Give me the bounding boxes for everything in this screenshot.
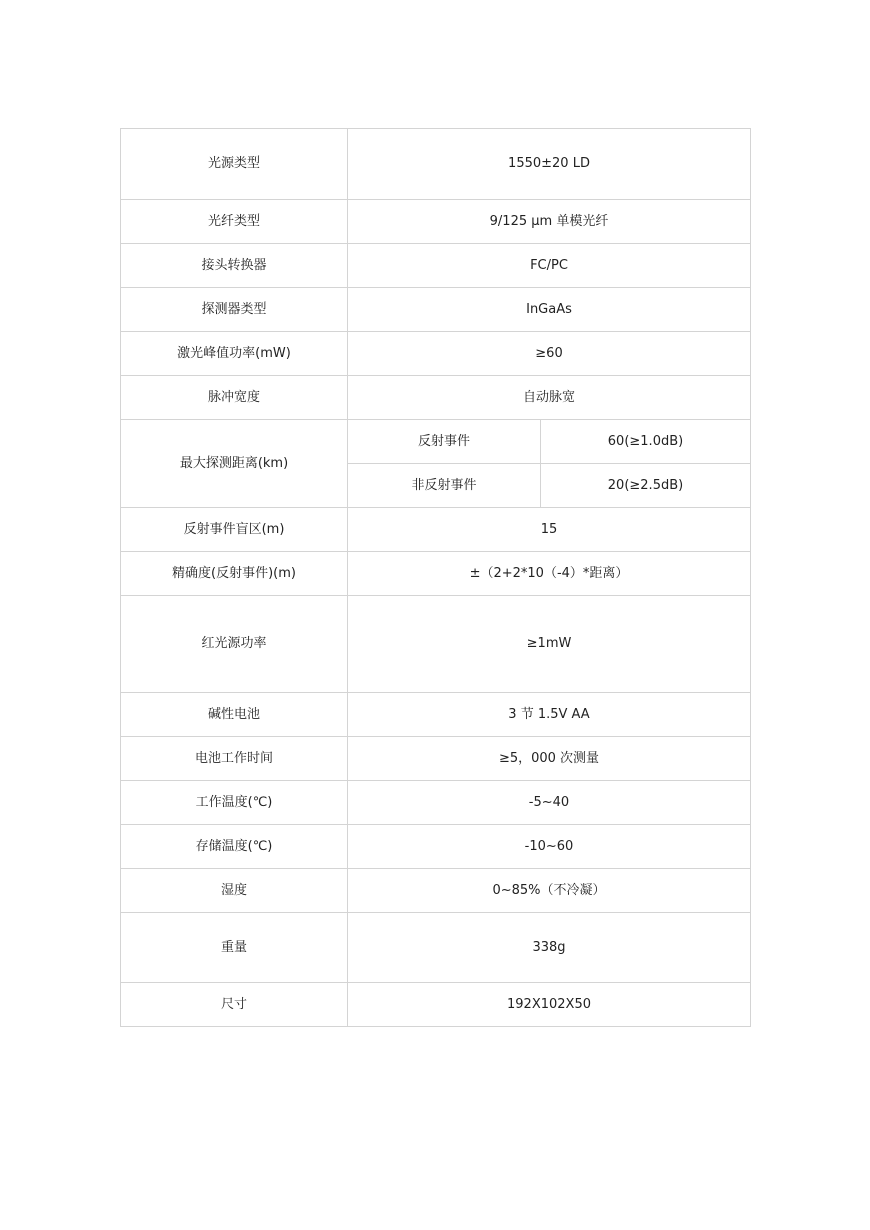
table-row <box>121 200 751 244</box>
row-label: 重量 <box>121 913 348 983</box>
row-label: 电池工作时间 <box>121 737 348 781</box>
row-label: 湿度 <box>121 869 348 913</box>
row-value: 338g <box>348 913 751 983</box>
table-row <box>121 244 751 288</box>
table-row <box>121 288 751 332</box>
row-label: 最大探测距离(km) <box>121 420 348 508</box>
row-label: 精确度(反射事件)(m) <box>121 552 348 596</box>
table-row <box>121 376 751 420</box>
row-label: 存储温度(℃) <box>121 825 348 869</box>
table-row <box>121 693 751 737</box>
row-value: 15 <box>348 508 751 552</box>
table-row <box>121 552 751 596</box>
row-value: 1550±20 LD <box>348 129 751 200</box>
row-value: 0~85%（不冷凝） <box>348 869 751 913</box>
row-label: 接头转换器 <box>121 244 348 288</box>
table-row <box>121 129 751 200</box>
row-label: 反射事件盲区(m) <box>121 508 348 552</box>
row-label: 光源类型 <box>121 129 348 200</box>
row-value: 192X102X50 <box>348 983 751 1027</box>
table-row <box>121 332 751 376</box>
row-label: 尺寸 <box>121 983 348 1027</box>
row-label: 光纤类型 <box>121 200 348 244</box>
row-label: 碱性电池 <box>121 693 348 737</box>
row-label: 脉冲宽度 <box>121 376 348 420</box>
row-value: InGaAs <box>348 288 751 332</box>
row-value: -5~40 <box>348 781 751 825</box>
spec-table <box>120 128 751 1027</box>
row-value: -10~60 <box>348 825 751 869</box>
sub-label: 非反射事件 <box>348 464 541 508</box>
sub-label: 反射事件 <box>348 420 541 464</box>
row-label: 激光峰值功率(mW) <box>121 332 348 376</box>
table-row <box>121 825 751 869</box>
row-value: 自动脉宽 <box>348 376 751 420</box>
row-value: FC/PC <box>348 244 751 288</box>
table-row <box>121 737 751 781</box>
table-row <box>121 420 751 464</box>
sub-value: 60(≥1.0dB) <box>541 420 751 464</box>
row-value: ≥1mW <box>348 596 751 693</box>
row-value: 3 节 1.5V AA <box>348 693 751 737</box>
row-value: 9/125 μm 单模光纤 <box>348 200 751 244</box>
row-value: ≥5，000 次测量 <box>348 737 751 781</box>
sub-value: 20(≥2.5dB) <box>541 464 751 508</box>
table-row <box>121 869 751 913</box>
table-row <box>121 596 751 693</box>
table-row <box>121 781 751 825</box>
table-row <box>121 913 751 983</box>
table-row <box>121 508 751 552</box>
table-row <box>121 983 751 1027</box>
row-label: 探测器类型 <box>121 288 348 332</box>
row-label: 工作温度(℃) <box>121 781 348 825</box>
row-value: ±（2+2*10（-4）*距离） <box>348 552 751 596</box>
row-label: 红光源功率 <box>121 596 348 693</box>
row-value: ≥60 <box>348 332 751 376</box>
